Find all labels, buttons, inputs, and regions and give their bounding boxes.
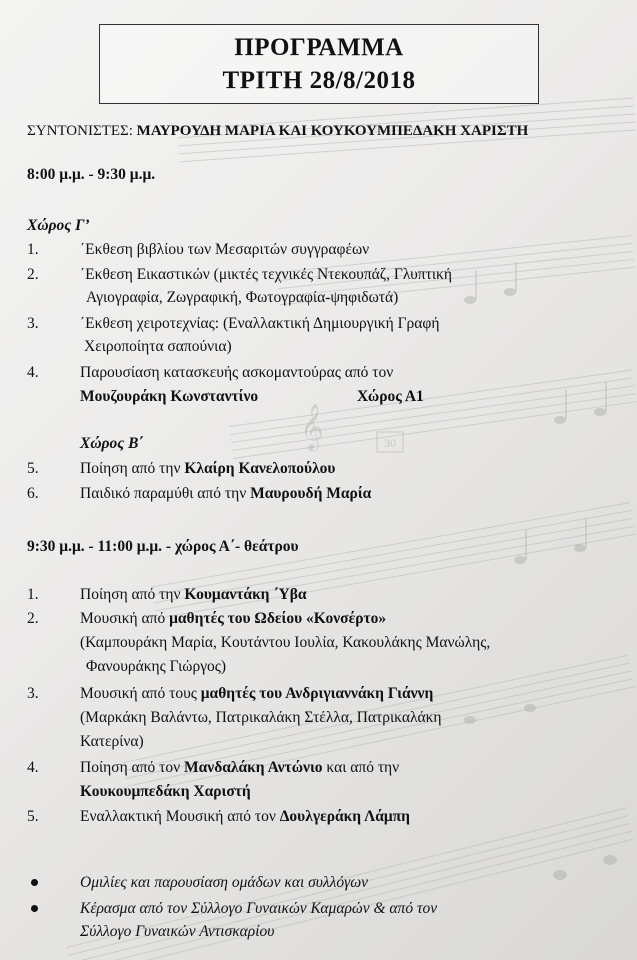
item-prefix: Ποίηση από τον [80, 759, 184, 776]
bullet-text: Κέρασμα από τον Σύλλογο Γυναικών Καμαρών & από τον [80, 900, 438, 917]
item-prefix: Παιδικό παραμύθι από την [80, 485, 251, 502]
item-number: 3. [27, 685, 39, 702]
item-text-cont: Κατερίνα) [80, 733, 144, 750]
bullet-dot [31, 879, 38, 886]
item-text-cont: (Καμπουράκη Μαρία, Κουτάντου Ιουλία, Κακουλάκης Μανώλης, [80, 634, 491, 651]
title-box [99, 24, 539, 104]
item-text [80, 609, 386, 629]
item-number: 4. [27, 759, 39, 776]
bullet-text-cont: Σύλλογο Γυναικών Αντισκαρίου [80, 923, 275, 940]
item-text-cont: Αγιογραφία, Ζωγραφική, Φωτογραφία-ψηφιδωτά) [86, 289, 399, 306]
item-text [80, 484, 371, 504]
space-g-heading: Χώρος Γ’ [27, 217, 90, 234]
item-name: Κλαίρη Κανελοπούλου [184, 460, 336, 477]
item-text: ΄Εκθεση βιβλίου των Μεσαριτών συγγραφέων [80, 241, 370, 258]
page-date: ΤΡΙΤΗ 28/8/2018 [222, 67, 416, 94]
item-name: μαθητές του Ωδείου «Κονσέρτο» [169, 610, 387, 627]
coordinators-label: ΣΥΝΤΟΝΙΣΤΕΣ: [27, 123, 133, 139]
item-prefix: Εναλλακτική Μουσική από τον [80, 808, 280, 825]
item-number: 6. [27, 485, 39, 502]
item-text-cont: Φανουράκης Γιώργος) [86, 658, 227, 675]
coordinators-line [27, 121, 528, 141]
item-text [80, 807, 410, 827]
item-prefix: Μουσική από [80, 610, 170, 627]
item-text [80, 684, 433, 704]
item-number: 2. [27, 610, 39, 627]
item-name: μαθητές του Ανδριγιαννάκη Γιάννη [200, 685, 434, 702]
item-number: 1. [27, 241, 39, 258]
item-text: ΄Εκθεση χειροτεχνίας: (Εναλλακτική Δημιουργική Γραφή [80, 315, 440, 332]
item-number: 4. [27, 364, 39, 381]
svg-text:30: 30 [384, 436, 396, 450]
item-number: 1. [27, 586, 39, 603]
item-name: Μανδαλάκη Αντώνιο [184, 759, 323, 776]
item-text: ΄Εκθεση Εικαστικών (μικτές τεχνικές Ντεκουπάζ, Γλυπτική [80, 266, 452, 283]
item-text-cont: (Μαρκάκη Βαλάντω, Πατρικαλάκη Στέλλα, Πατρικαλάκη [80, 709, 442, 726]
session2-time: 9:30 μ.μ. - 11:00 μ.μ. - χώρος Α΄- θεάτρου [27, 538, 299, 555]
coordinators-names: ΜΑΥΡΟΥΔΗ ΜΑΡΙΑ ΚΑΙ ΚΟΥΚΟΥΜΠΕΔΑΚΗ ΧΑΡΙΣΤΗ [136, 123, 529, 139]
item-name: Δουλγεράκη Λάμπη [279, 808, 410, 825]
item-number: 5. [27, 808, 39, 825]
item-suffix: και από την [322, 759, 400, 776]
space-b-heading: Χώρος Β΄ [80, 435, 144, 452]
item-name: Κουκουμπεδάκη Χαριστή [80, 783, 251, 800]
item-prefix: Ποίηση από την [80, 460, 185, 477]
item-name: Μαυρουδή Μαρία [250, 485, 372, 502]
item-prefix: Μουσική από τους [80, 685, 201, 702]
svg-text:𝄞: 𝄞 [300, 404, 324, 450]
page-title: ΠΡΟΓΡΑΜΜΑ [234, 34, 404, 61]
item-space: Χώρος Α1 [357, 388, 424, 405]
item-text [80, 459, 335, 479]
item-number: 5. [27, 460, 39, 477]
bullet-text: Ομιλίες και παρουσίαση ομάδων και συλλόγων [80, 874, 369, 891]
item-prefix: Ποίηση από την [80, 586, 185, 603]
item-text [80, 758, 399, 778]
item-name: Κουμαντάκη ΄Υβα [184, 586, 307, 603]
item-text [80, 585, 307, 605]
bullet-dot [31, 905, 38, 912]
item-text: Παρουσίαση κατασκευής ασκομαντούρας από τον [80, 364, 394, 381]
item-text-cont: Χειροποίητα σαπούνια) [84, 338, 232, 355]
item-number: 3. [27, 315, 39, 332]
session1-time: 8:00 μ.μ. - 9:30 μ.μ. [27, 166, 156, 183]
item-number: 2. [27, 266, 39, 283]
item-name: Μουζουράκη Κωνσταντίνο [80, 388, 259, 405]
